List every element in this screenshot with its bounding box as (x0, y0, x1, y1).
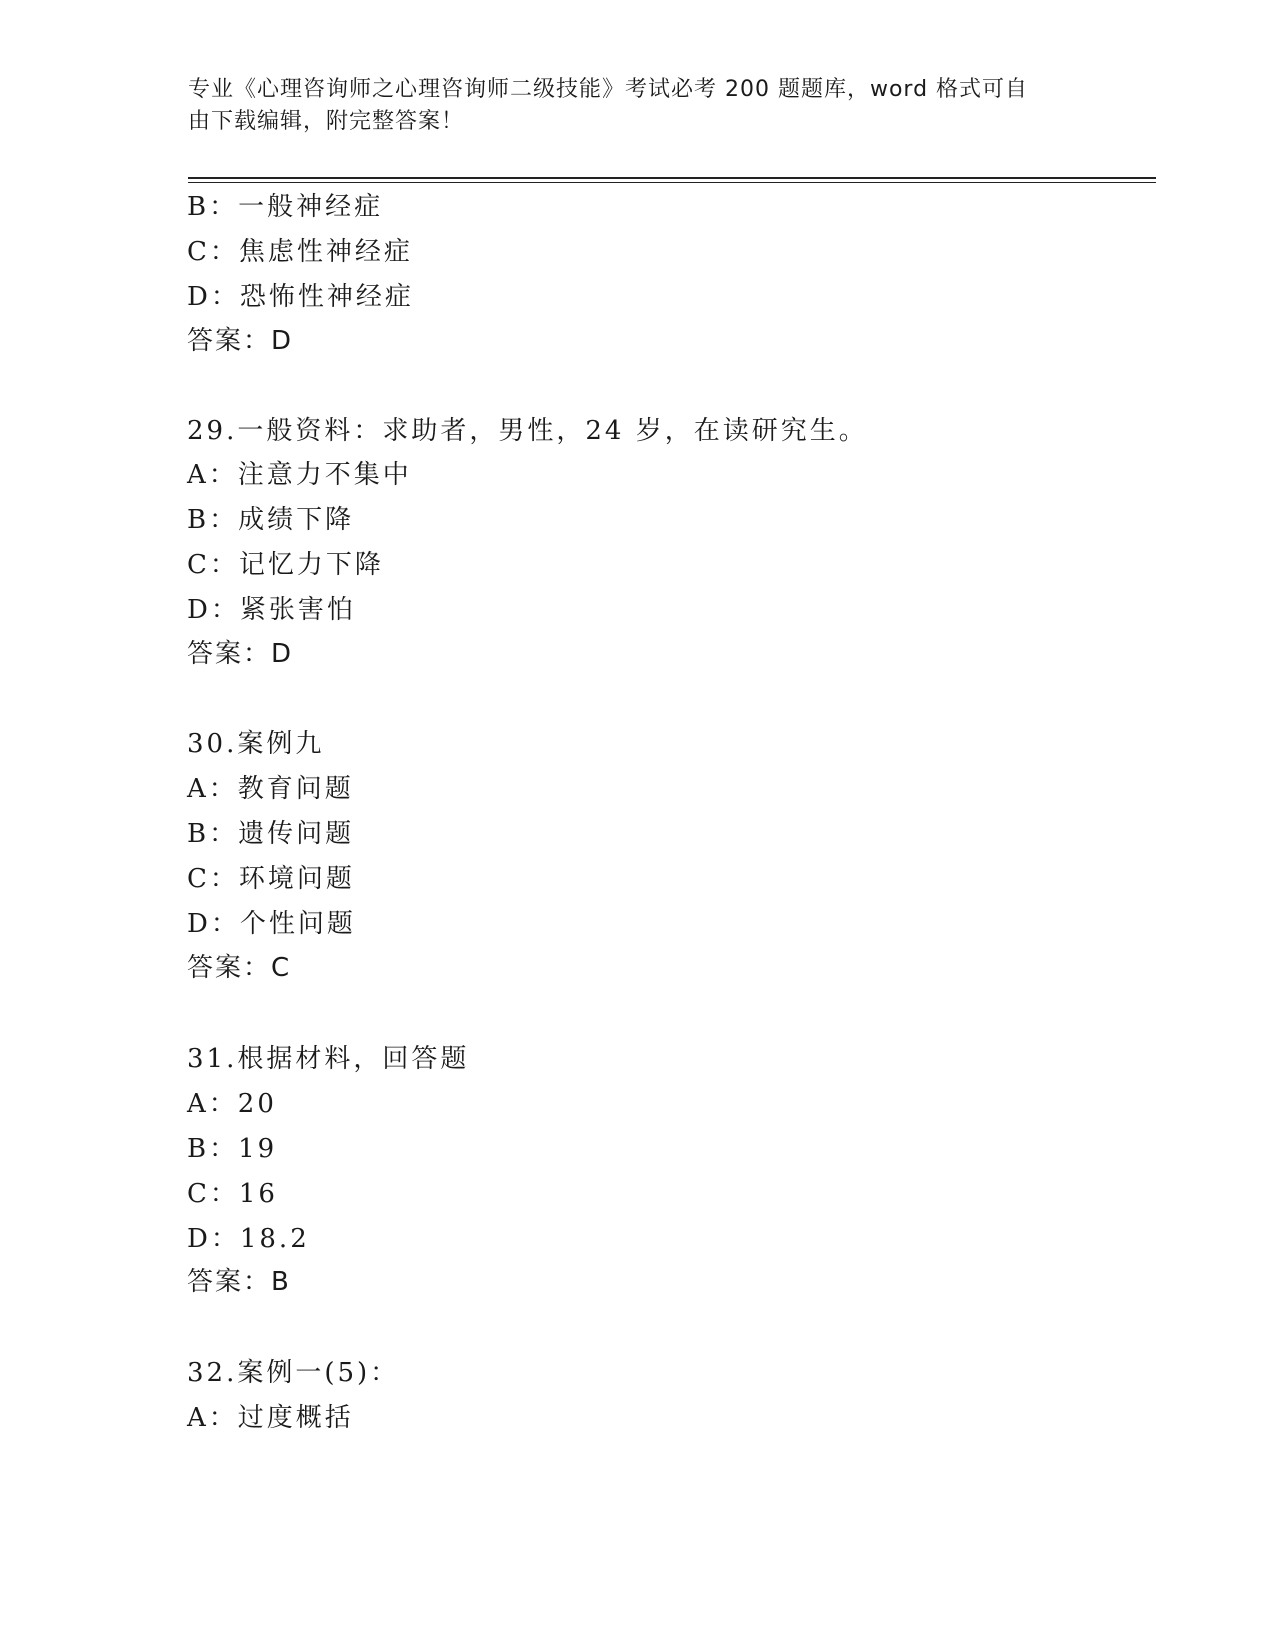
option-d: D：18.2 (187, 1224, 310, 1254)
question-30: 30.案例九 (187, 729, 325, 759)
option-a: A：注意力不集中 (187, 460, 412, 490)
question-29: 29.一般资料：求助者，男性，24 岁，在读研究生。 (187, 416, 868, 446)
option-c: C：环境问题 (187, 864, 355, 894)
option-d: D：紧张害怕 (187, 595, 356, 625)
answer-line: 答案：D (187, 326, 294, 356)
header-divider-thick (188, 177, 1156, 179)
option-a: A：过度概括 (187, 1403, 354, 1433)
option-c: C：记忆力下降 (187, 550, 384, 580)
option-d: D：个性问题 (187, 909, 356, 939)
option-c: C：焦虑性神经症 (187, 237, 413, 267)
option-b: B：19 (187, 1134, 278, 1164)
option-c: C：16 (187, 1179, 278, 1209)
header-divider-thin (188, 182, 1156, 183)
answer-line: 答案：B (187, 1267, 291, 1297)
option-b: B：遗传问题 (187, 819, 355, 849)
option-b: B：成绩下降 (187, 505, 355, 535)
document-header (188, 74, 1078, 138)
answer-line: 答案：C (187, 953, 292, 983)
header-line-2: 由下载编辑，附完整答案！ (188, 109, 465, 134)
question-31: 31.根据材料，回答题 (187, 1044, 470, 1074)
option-a: A：教育问题 (187, 774, 354, 804)
option-d: D：恐怖性神经症 (187, 282, 414, 312)
header-line-1: 专业《心理咨询师之心理咨询师二级技能》考试必考 200 题题库，word 格式可自 (188, 77, 1029, 102)
option-b: B：一般神经症 (187, 192, 384, 222)
answer-line: 答案：D (187, 639, 294, 669)
question-32: 32.案例一(5)： (187, 1358, 400, 1388)
option-a: A：20 (187, 1089, 277, 1119)
